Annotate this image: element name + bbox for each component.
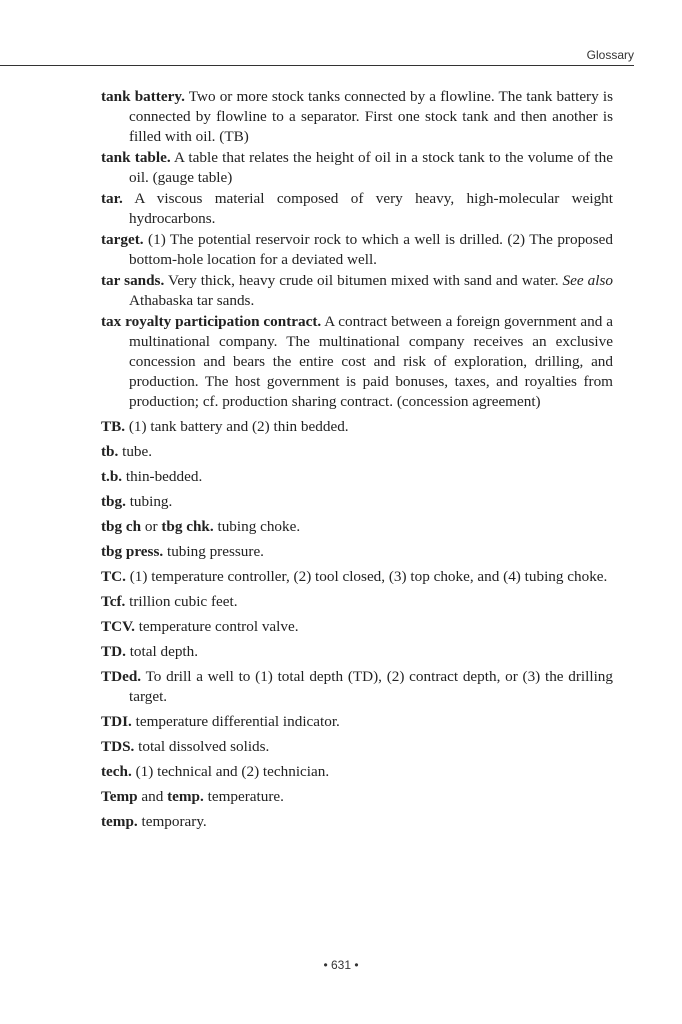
glossary-entry xyxy=(101,617,613,637)
entry-definition: (1) tank battery and (2) thin bedded. xyxy=(128,418,349,435)
entry-term: tech. xyxy=(101,763,132,780)
glossary-entry xyxy=(101,492,613,512)
entry-definition: Two or more stock tanks connected by a flowline. The tank battery is connected by flowline to a separator. First one stock tank and then another is filled with oil. (TB) xyxy=(129,88,613,145)
glossary-entry xyxy=(101,417,613,437)
glossary-entry xyxy=(101,762,613,782)
glossary-entry xyxy=(101,271,613,311)
entry-definition: (1) technical and (2) technician. xyxy=(135,763,330,780)
glossary-entry xyxy=(101,517,613,537)
entry-definition: thin-bedded. xyxy=(125,468,203,485)
entry-term: tb. xyxy=(101,443,119,460)
glossary-entry xyxy=(101,467,613,487)
page-number: • 631 • xyxy=(323,958,359,972)
entry-definition: tubing. xyxy=(129,493,173,510)
glossary-entry xyxy=(101,712,613,732)
entry-definition: (1) temperature controller, (2) tool closed, (3) top choke, and (4) tubing choke. xyxy=(129,568,608,585)
entry-term: tar. xyxy=(101,190,123,207)
glossary-entry xyxy=(101,567,613,587)
glossary-entry xyxy=(101,812,613,832)
entry-definition: temperature differential indicator. xyxy=(135,713,340,730)
entry-term: TC. xyxy=(101,568,126,585)
entry-term: Tcf. xyxy=(101,593,126,610)
glossary-entry xyxy=(101,542,613,562)
glossary-entry xyxy=(101,667,613,707)
entry-term: TD. xyxy=(101,643,126,660)
entry-definition: Very thick, heavy crude oil bitumen mixed with sand and water. xyxy=(168,272,559,289)
glossary-entry xyxy=(101,312,613,412)
entry-term: tax royalty participation contract. xyxy=(101,313,322,330)
glossary-entry xyxy=(101,87,613,147)
entry-term: t.b. xyxy=(101,468,123,485)
entry-term: tank table. xyxy=(101,149,171,166)
entry-term: temp. xyxy=(101,813,138,830)
entry-term: TDI. xyxy=(101,713,132,730)
running-head: Glossary xyxy=(586,48,634,62)
entry-definition: To drill a well to (1) total depth (TD), (2) contract depth, or (3) the drilling target. xyxy=(129,668,613,705)
entry-term: Temp xyxy=(101,788,138,805)
entry-definition: total dissolved solids. xyxy=(138,738,270,755)
glossary-entry xyxy=(101,442,613,462)
entry-definition: tube. xyxy=(122,443,153,460)
entry-term: tar sands. xyxy=(101,272,165,289)
entry-definition: A viscous material composed of very heavy, high-molecular weight hydrocarbons. xyxy=(129,190,613,227)
glossary-entry xyxy=(101,230,613,270)
glossary-entry xyxy=(101,642,613,662)
entry-connector: and xyxy=(141,788,164,805)
entry-definition: temperature. xyxy=(207,788,284,805)
entry-definition: A table that relates the height of oil in a stock tank to the volume of the oil. (gauge table) xyxy=(129,149,613,186)
glossary-entry xyxy=(101,189,613,229)
entry-term-alt: temp. xyxy=(167,788,204,805)
entry-definition: temporary. xyxy=(141,813,207,830)
entry-term: tbg. xyxy=(101,493,126,510)
glossary-entry xyxy=(101,148,613,188)
entry-term-alt: tbg chk. xyxy=(161,518,214,535)
entry-definition: tubing choke. xyxy=(217,518,301,535)
entry-definition: total depth. xyxy=(129,643,199,660)
header-rule xyxy=(0,65,634,66)
see-also-label: See also xyxy=(562,272,613,289)
glossary-entries xyxy=(101,87,613,837)
glossary-entry xyxy=(101,737,613,757)
glossary-entry xyxy=(101,592,613,612)
entry-term: TB. xyxy=(101,418,126,435)
entry-definition: tubing pressure. xyxy=(166,543,264,560)
entry-connector: or xyxy=(144,518,158,535)
entry-term: tbg ch xyxy=(101,518,142,535)
entry-term: tank battery. xyxy=(101,88,185,105)
see-also-target: Athabaska tar sands. xyxy=(129,292,255,309)
entry-definition: (1) The potential reservoir rock to which a well is drilled. (2) The proposed bottom-hole location for a deviated well. xyxy=(129,231,614,268)
entry-term: target. xyxy=(101,231,144,248)
entry-term: tbg press. xyxy=(101,543,164,560)
entry-term: TDS. xyxy=(101,738,135,755)
entry-definition: trillion cubic feet. xyxy=(129,593,238,610)
entry-term: TCV. xyxy=(101,618,135,635)
glossary-entry xyxy=(101,787,613,807)
entry-definition: A contract between a foreign government and a multinational company. The multinational company receives an exclusive concession and bears the entire cost and risk of exploration, drilling, and production. The host government is paid bonuses, taxes, and royalties from production; cf. production sharing contract. (concession agreement) xyxy=(129,313,613,410)
entry-term: TDed. xyxy=(101,668,142,685)
entry-definition: temperature control valve. xyxy=(138,618,299,635)
